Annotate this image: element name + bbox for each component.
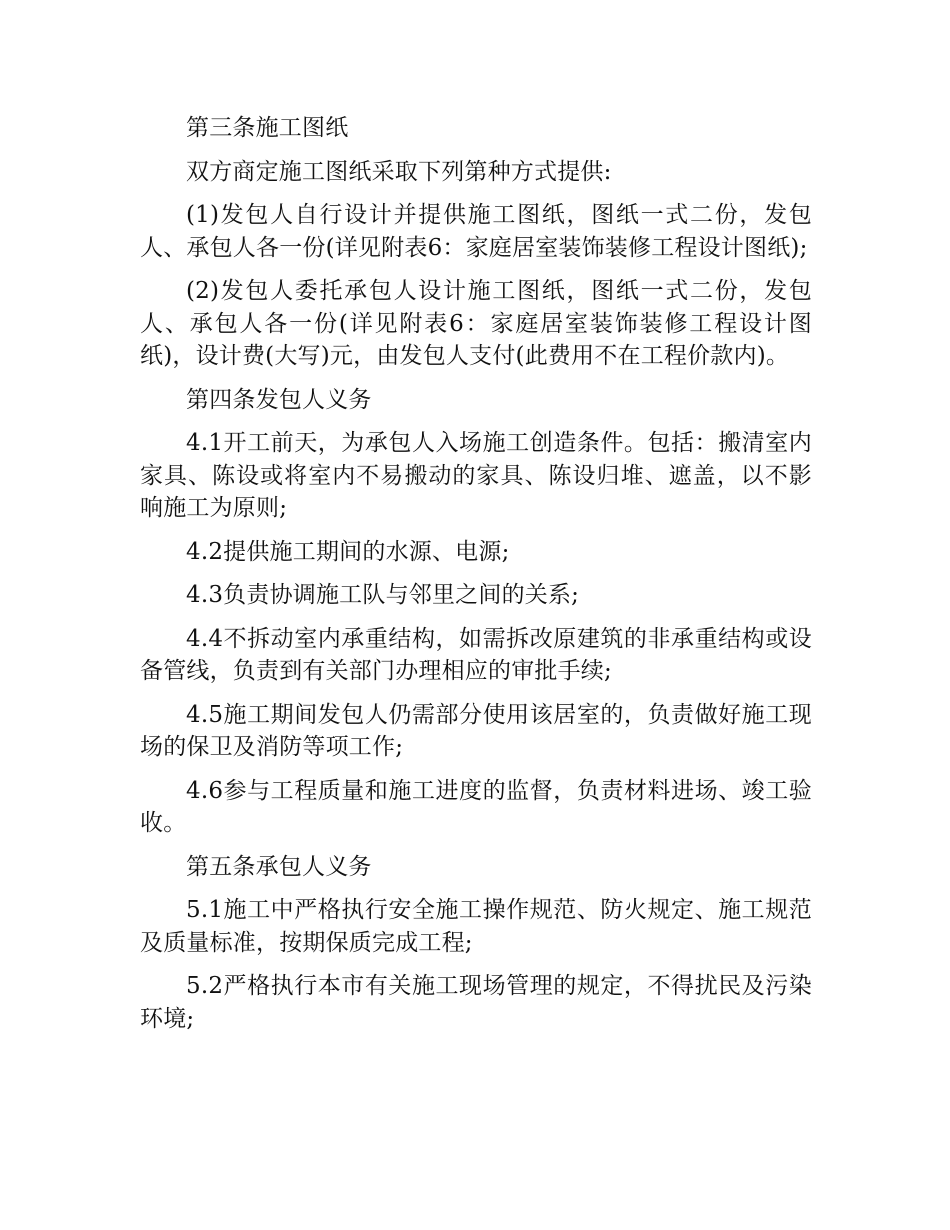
paragraph-4-2: 4.2提供施工期间的水源、电源; (186, 538, 510, 565)
paragraph-4-3: 4.3负责协调施工队与邻里之间的关系; (186, 582, 580, 608)
paragraph-4-4: 4.4不拆动室内承重结构，如需拆改原建筑的非承重结构或设备管线，负责到有关部门办理相应的审批手续; (140, 625, 812, 684)
paragraph-4-6: 4.6参与工程质量和施工进度的监督，负责材料进场、竣工验收。 (140, 777, 812, 836)
paragraph-4-5: 4.5施工期间发包人仍需部分使用该居室的，负责做好施工现场的保卫及消防等项工作; (140, 701, 812, 760)
document-body (140, 112, 812, 1046)
paragraph-option-1: (1)发包人自行设计并提供施工图纸，图纸一式二份，发包人、承包人各一份(详见附表6：家庭居室装饰装修工程设计图纸); (140, 202, 812, 261)
section-heading-article-3: 第三条施工图纸 (186, 115, 349, 141)
paragraph-drawing-method: 双方商定施工图纸采取下列第种方式提供: (186, 158, 612, 185)
section-heading-article-5: 第五条承包人义务 (186, 853, 372, 880)
paragraph-5-2: 5.2严格执行本市有关施工现场管理的规定，不得扰民及污染环境; (140, 973, 812, 1032)
paragraph-option-2: (2)发包人委托承包人设计施工图纸，图纸一式二份，发包人、承包人各一份(详见附表6：家庭居室装饰装修工程设计图纸)，设计费(大写)元，由发包人支付(此费用不在工程价款内)。 (140, 278, 812, 369)
paragraph-4-1: 4.1开工前天，为承包人入场施工创造条件。包括：搬清室内家具、陈设或将室内不易搬动的家具、陈设归堆、遮盖，以不影响施工为原则; (140, 430, 812, 521)
paragraph-5-1: 5.1施工中严格执行安全施工操作规范、防火规定、施工规范及质量标准，按期保质完成工程; (140, 897, 812, 956)
section-heading-article-4: 第四条发包人义务 (186, 386, 372, 413)
